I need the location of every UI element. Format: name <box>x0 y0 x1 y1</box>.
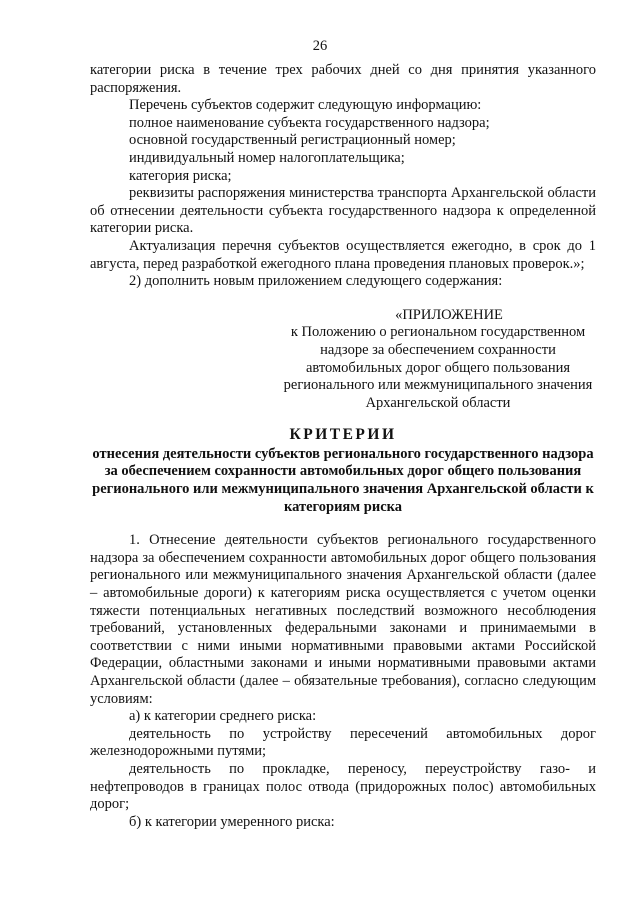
appendix-reference: к Положению о региональном государственном надзоре за обеспечением сохранности автомобильных дорог общего пользования регионального или межмуниципального значения Архангельской области <box>283 324 593 411</box>
spacer <box>90 516 596 532</box>
page-number: 26 <box>312 38 328 54</box>
criteria-heading-block <box>90 426 596 516</box>
category-a-item: деятельность по прокладке, переносу, переустройству газо- и нефтепроводов в границах полос отвода (придорожных полос) автомобильных дорог; <box>90 760 596 813</box>
category-b-heading: б) к категории умеренного риска: <box>129 813 335 830</box>
list-item: индивидуальный номер налогоплательщика; <box>129 149 405 166</box>
criteria-title: КРИТЕРИИ <box>289 426 397 444</box>
list-item: категория риска; <box>129 167 232 184</box>
category-a-heading: а) к категории среднего риска: <box>129 708 317 725</box>
continuation-paragraph: категории риска в течение трех рабочих дней со дня принятия указанного распоряжения. <box>90 62 596 96</box>
criteria-subtitle: отнесения деятельности субъектов регионального государственного надзора за обеспечением сохранности автомобильных дорог общего пользования регионального или межмуниципального значения Архангельской области к категориям риска <box>92 445 594 515</box>
appendix-block <box>90 307 596 413</box>
list-intro-paragraph: Перечень субъектов содержит следующую информацию: <box>129 97 482 114</box>
list-item: полное наименование субъекта государственного надзора; <box>129 114 490 131</box>
update-paragraph: Актуализация перечня субъектов осуществляется ежегодно, в срок до 1 августа, перед разработкой ежегодного плана проведения плановых проверок.»; <box>90 237 596 272</box>
category-a-item: деятельность по устройству пересечений автомобильных дорог железнодорожными путями; <box>90 725 596 760</box>
list-item: основной государственный регистрационный номер; <box>129 132 456 149</box>
item-two-paragraph: 2) дополнить новым приложением следующего содержания: <box>129 273 503 290</box>
requisites-paragraph: реквизиты распоряжения министерства транспорта Архангельской области об отнесении деятельности субъекта государственного надзора к определенной категории риска. <box>90 185 596 237</box>
appendix-title: «ПРИЛОЖЕНИЕ <box>395 306 503 323</box>
document-content <box>90 62 596 831</box>
point-one-paragraph: 1. Отнесение деятельности субъектов регионального государственного надзора за обеспечением сохранности автомобильных дорог общего пользования регионального или межмуниципального значения Архангельской области (далее – автомобильные дороги) к категориям риска осуществляется с учетом оценки тяжести потенциальных негативных последствий возможного несоблюдения требований, установленных федеральными законами и принимаемыми в соответствии с ними иными нормативными правовыми актами Российской Федерации, областными законами и иными нормативными правовыми актами Архангельской области (далее – обязательные требования), согласно следующим условиям: <box>90 532 596 707</box>
